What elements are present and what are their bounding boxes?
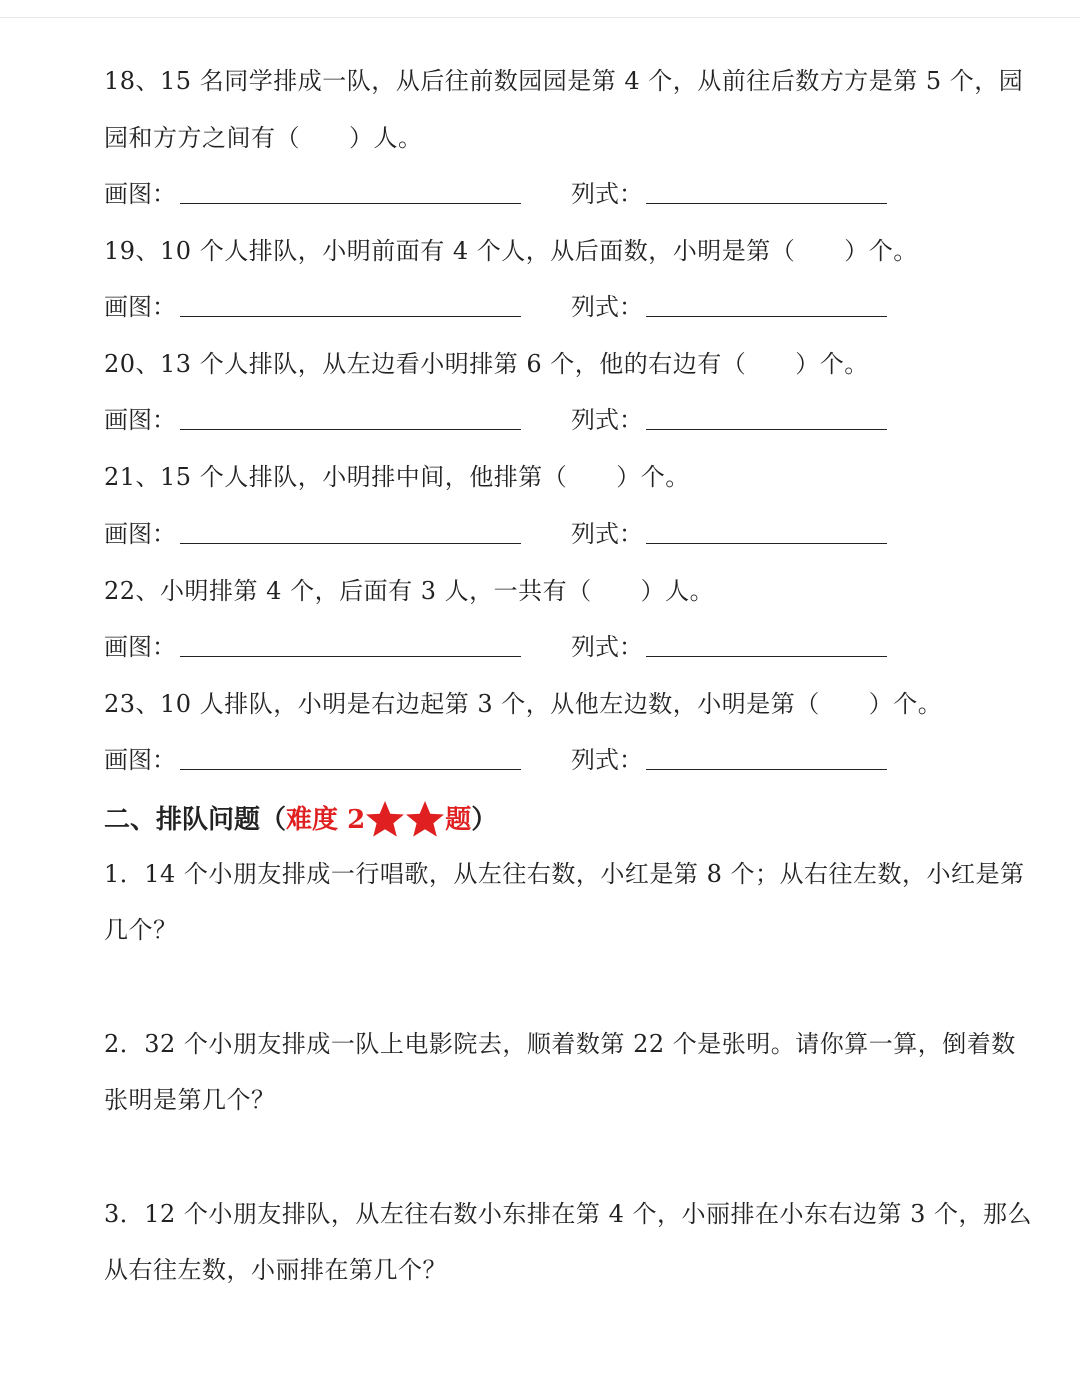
- draw-answer-blank[interactable]: [180, 769, 521, 770]
- question-23-line-1: 23、10 人排队，小明是右边起第 3 个，从他左边数，小明是第（ ）个。: [104, 690, 943, 718]
- formula-answer-blank[interactable]: [646, 203, 887, 204]
- formula-answer-blank[interactable]: [646, 429, 887, 430]
- problem-1-line-2: 几个？: [104, 916, 178, 944]
- draw-label: 画图：: [104, 746, 176, 774]
- question-20-answer-row: [104, 403, 1044, 437]
- formula-label: 列式：: [571, 406, 643, 434]
- star-icon: [405, 799, 445, 839]
- question-20-line-1: 20、13 个人排队，从左边看小明排第 6 个，他的右边有（ ）个。: [104, 350, 869, 378]
- formula-answer-blank[interactable]: [646, 543, 887, 544]
- difficulty-suffix: 题: [445, 805, 472, 835]
- question-22-answer-row: [104, 630, 1044, 664]
- problem-1-line-1: 1．14 个小朋友排成一行唱歌，从左往右数，小红是第 8 个；从右往左数，小红是第: [104, 860, 1025, 888]
- draw-label: 画图：: [104, 520, 176, 548]
- draw-answer-blank[interactable]: [180, 656, 521, 657]
- question-18-line-2: 园和方方之间有（ ）人。: [104, 124, 423, 152]
- formula-label: 列式：: [571, 633, 643, 661]
- question-18-answer-row: [104, 177, 1044, 211]
- formula-label: 列式：: [571, 293, 643, 321]
- problem-2-line-2: 张明是第几个？: [104, 1086, 276, 1114]
- draw-answer-blank[interactable]: [180, 429, 521, 430]
- question-19-answer-row: [104, 290, 1044, 324]
- problem-3-line-2: 从右往左数，小丽排在第几个？: [104, 1256, 447, 1284]
- section-heading: [104, 799, 497, 839]
- formula-label: 列式：: [571, 180, 643, 208]
- draw-label: 画图：: [104, 293, 176, 321]
- formula-answer-blank[interactable]: [646, 769, 887, 770]
- question-19-line-1: 19、10 个人排队，小明前面有 4 个人，从后面数，小明是第（ ）个。: [104, 237, 918, 265]
- draw-answer-blank[interactable]: [180, 316, 521, 317]
- star-icon: [365, 799, 405, 839]
- draw-answer-blank[interactable]: [180, 543, 521, 544]
- paren-open: （: [260, 805, 287, 835]
- formula-label: 列式：: [571, 520, 643, 548]
- draw-label: 画图：: [104, 180, 176, 208]
- paren-close: ）: [471, 805, 498, 835]
- formula-label: 列式：: [571, 746, 643, 774]
- question-18-line-1: 18、15 名同学排成一队，从后往前数园园是第 4 个，从前往后数方方是第 5 个，园: [104, 67, 1024, 95]
- formula-answer-blank[interactable]: [646, 656, 887, 657]
- draw-answer-blank[interactable]: [180, 203, 521, 204]
- question-23-answer-row: [104, 743, 1044, 777]
- question-21-answer-row: [104, 517, 1044, 551]
- draw-label: 画图：: [104, 406, 176, 434]
- question-21-line-1: 21、15 个人排队，小明排中间，他排第（ ）个。: [104, 463, 690, 491]
- draw-label: 画图：: [104, 633, 176, 661]
- question-22-line-1: 22、小明排第 4 个，后面有 3 人，一共有（ ）人。: [104, 577, 715, 605]
- problem-3-line-1: 3．12 个小朋友排队，从左往右数小东排在第 4 个，小丽排在小东右边第 3 个，那么: [104, 1200, 1032, 1228]
- difficulty-label: 难度 2: [286, 805, 366, 835]
- section-title: 二、排队问题: [104, 805, 261, 835]
- top-divider: [0, 17, 1080, 18]
- formula-answer-blank[interactable]: [646, 316, 887, 317]
- problem-2-line-1: 2．32 个小朋友排成一队上电影院去，顺着数第 22 个是张明。请你算一算，倒着数: [104, 1030, 1016, 1058]
